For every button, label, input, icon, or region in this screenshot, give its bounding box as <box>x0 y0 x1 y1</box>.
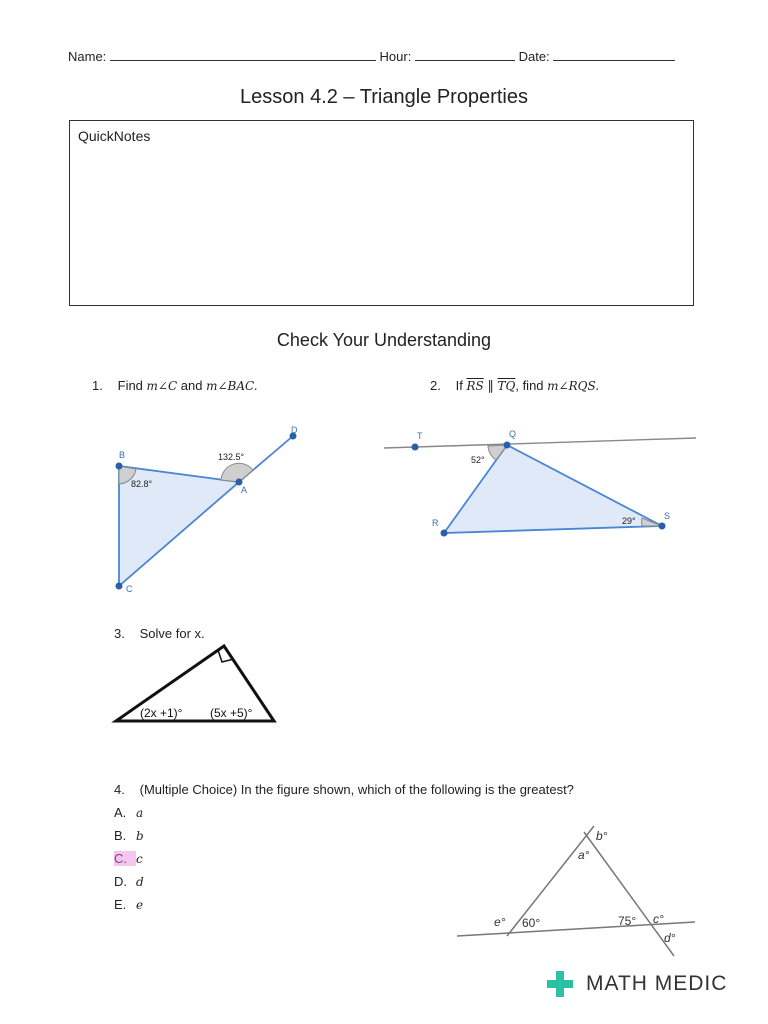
label-angle-ext: 132.5° <box>218 452 245 462</box>
question-3 <box>114 626 205 641</box>
choice-b-letter: B. <box>114 828 127 843</box>
point-r <box>441 530 448 537</box>
figure-q3-triangle <box>110 640 282 730</box>
hour-label: Hour: <box>379 49 412 64</box>
q2-parallel: ∥ <box>487 378 494 393</box>
q4-text: (Multiple Choice) In the figure shown, which of the following is the greatest? <box>139 782 574 797</box>
choice-e-value: e <box>136 898 144 912</box>
choice-d[interactable] <box>114 874 144 889</box>
choice-e[interactable] <box>114 897 143 912</box>
point-q <box>504 442 511 449</box>
choice-c-letter: C. <box>114 851 136 866</box>
question-4 <box>114 782 574 797</box>
label-b: b° <box>596 829 608 843</box>
date-field[interactable] <box>553 48 675 61</box>
choice-a-value: a <box>136 806 144 820</box>
label-60: 60° <box>522 916 541 930</box>
choice-d-value: d <box>136 875 144 889</box>
label-c: c° <box>653 912 664 926</box>
q2-text-if: If <box>455 378 463 393</box>
label-a: a° <box>578 848 590 862</box>
point-t <box>412 444 419 451</box>
q2-number: 2. <box>430 378 441 393</box>
choice-c-value: c <box>136 852 143 866</box>
label-q: Q <box>509 429 517 439</box>
point-s <box>659 523 666 530</box>
q3-number: 3. <box>114 626 125 641</box>
line-tq <box>384 438 696 448</box>
name-label: Name: <box>68 49 107 64</box>
question-2 <box>430 378 599 394</box>
label-75: 75° <box>618 914 637 928</box>
quicknotes-label: QuickNotes <box>78 128 151 144</box>
quicknotes-box[interactable] <box>69 120 694 306</box>
label-left-angle: (2x +1)° <box>140 706 183 720</box>
q1-number: 1. <box>92 378 103 393</box>
header-fields <box>68 48 675 64</box>
point-c <box>116 583 123 590</box>
label-angle-q: 52° <box>471 455 485 465</box>
choice-e-letter: E. <box>114 897 127 912</box>
line-left <box>507 826 594 936</box>
point-b <box>116 463 123 470</box>
q4-number: 4. <box>114 782 125 797</box>
q2-expr-tq: $\overline{TQ}$ <box>497 379 516 393</box>
choice-b-value: b <box>136 829 144 843</box>
label-c: C <box>126 584 133 594</box>
choice-b[interactable] <box>114 828 144 843</box>
choice-a-letter: A. <box>114 805 127 820</box>
label-e: e° <box>494 915 506 929</box>
section-title: Check Your Understanding <box>276 330 492 350</box>
q2-text-find: , find <box>515 378 544 393</box>
figure-q1-triangle <box>105 420 315 600</box>
label-d: d° <box>664 931 676 945</box>
q1-expr-c: m∠C <box>146 379 178 393</box>
date-label: Date: <box>518 49 550 64</box>
page-title: Lesson 4.2 – Triangle Properties <box>240 86 528 108</box>
label-a: A <box>241 485 248 495</box>
choice-d-letter: D. <box>114 874 127 889</box>
label-d: D <box>291 425 298 435</box>
label-r: R <box>432 518 439 528</box>
label-b: B <box>119 450 126 460</box>
math-medic-cross-icon <box>545 969 575 999</box>
brand-name: MATH MEDIC <box>586 972 728 995</box>
hour-field[interactable] <box>415 48 515 61</box>
q1-text-and: and <box>180 378 203 393</box>
label-angle-b: 82.8° <box>131 479 153 489</box>
q2-expr-rs: $\overline{RS}$ <box>466 379 484 393</box>
q1-text-find: Find <box>117 378 143 393</box>
choice-c[interactable] <box>114 851 143 866</box>
choice-a[interactable] <box>114 805 143 820</box>
q1-expr-bac: m∠BAC. <box>206 379 258 393</box>
q2-expr-rqs: m∠RQS. <box>547 379 600 393</box>
figure-q4-lines <box>452 818 700 958</box>
question-1 <box>92 378 258 393</box>
figure-q2-triangle <box>380 420 700 550</box>
line-right <box>584 832 674 956</box>
name-field[interactable] <box>110 48 376 61</box>
label-s: S <box>664 511 671 521</box>
label-right-angle: (5x +5)° <box>210 706 253 720</box>
label-t: T <box>417 431 423 441</box>
label-angle-s: 29° <box>622 516 636 526</box>
q3-text: Solve for x. <box>139 626 205 641</box>
